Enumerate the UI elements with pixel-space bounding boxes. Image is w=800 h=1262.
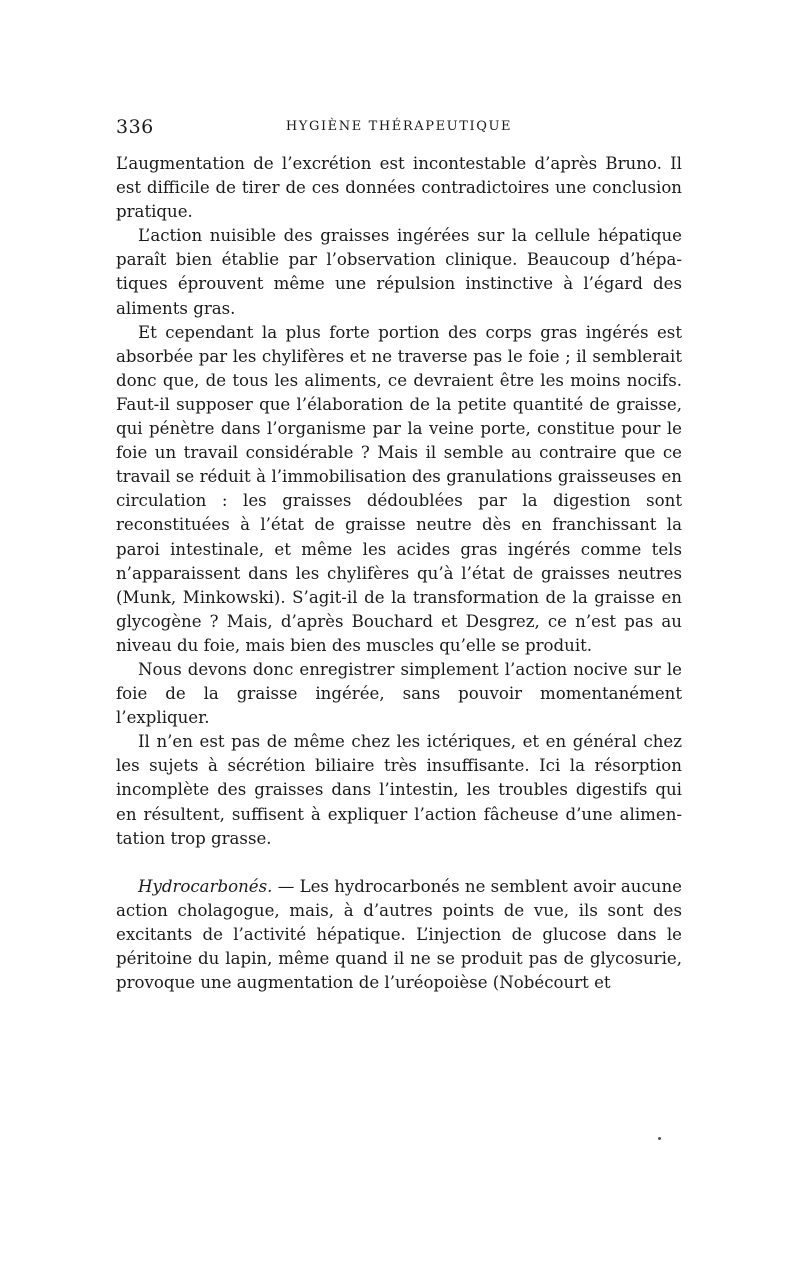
paragraph-2: L’action nuisible des graisses ingérées sur la cellule hépatique paraît bien établie par l’observation clinique. Beaucoup d’hépatiques éprouvent même une répulsion instinctive à l’égard des aliments gras. [116, 226, 682, 318]
paper-speck [658, 1137, 661, 1140]
running-title: HYGIÈNE THÉRAPEUTIQUE [285, 119, 513, 134]
paragraph-5: Il n’en est pas de même chez les ictériques, et en général chez les sujets à sécrétion biliaire très insuffisante. Ici la résorption incomplète des graisses dans l’intestin, les troubles digestifs qui en résultent, suffisent à expliquer l’action fâcheuse d’une alimentation trop grasse. [116, 732, 682, 848]
body-text [116, 152, 682, 995]
paragraph-4: Nous devons donc enregistrer simplement l’action nocive sur le foie de la graisse ingérée, sans pouvoir momentanément l’expliquer. [116, 659, 682, 728]
section-paragraph [116, 875, 682, 995]
section-dash: — [272, 876, 300, 896]
book-page [116, 0, 682, 1262]
paragraph-3: Et cependant la plus forte portion des corps gras ingérés est absorbée par les chylifères et ne traverse pas le foie ; il semblerait donc que, de tous les aliments, ce devraient être les moins nocifs. Faut-il supposer que l’élaboration de la petite quantité de graisse, qui pénètre dans l’organisme par la veine porte, constitue pour le foie un travail considérable ? Mais il semble au contraire que ce travail se réduit à l’immobilisation des granulations graisseuses en circulation : les graisses dédoublées par la digestion sont reconstituées à l’état de graisse neutre dès en franchissant la paroi intestinale, et même les acides gras ingérés comme tels n’apparaissent dans les chylifères qu’à l’état de graisses neutres (Munk, Minkowski). S’agit-il de la transformation de la graisse en glycogène ? Mais, d’après Bouchard et Desgrez, ce n’est pas au niveau du foie, mais bien des muscles qu’elle se produit. [116, 322, 682, 655]
running-header [116, 116, 682, 140]
section-title: Hydrocarbonés. [138, 876, 273, 896]
page-number: 336 [116, 116, 154, 138]
section-text: Les hydrocarbonés ne semblent avoir aucune action cholagogue, mais, à d’autres points de vue, ils sont des excitants de l’activité hépatique. L’injection de glucose dans le péritoine du lapin, même quand il ne se produit pas de glycosurie, provoque une augmentation de l’uréopoièse (Nobécourt et [116, 876, 682, 993]
paragraph-1: L’augmentation de l’excrétion est incontestable d’après Bruno. Il est difficile de tirer de ces données contradictoires une conclusion pratique. [116, 154, 682, 222]
